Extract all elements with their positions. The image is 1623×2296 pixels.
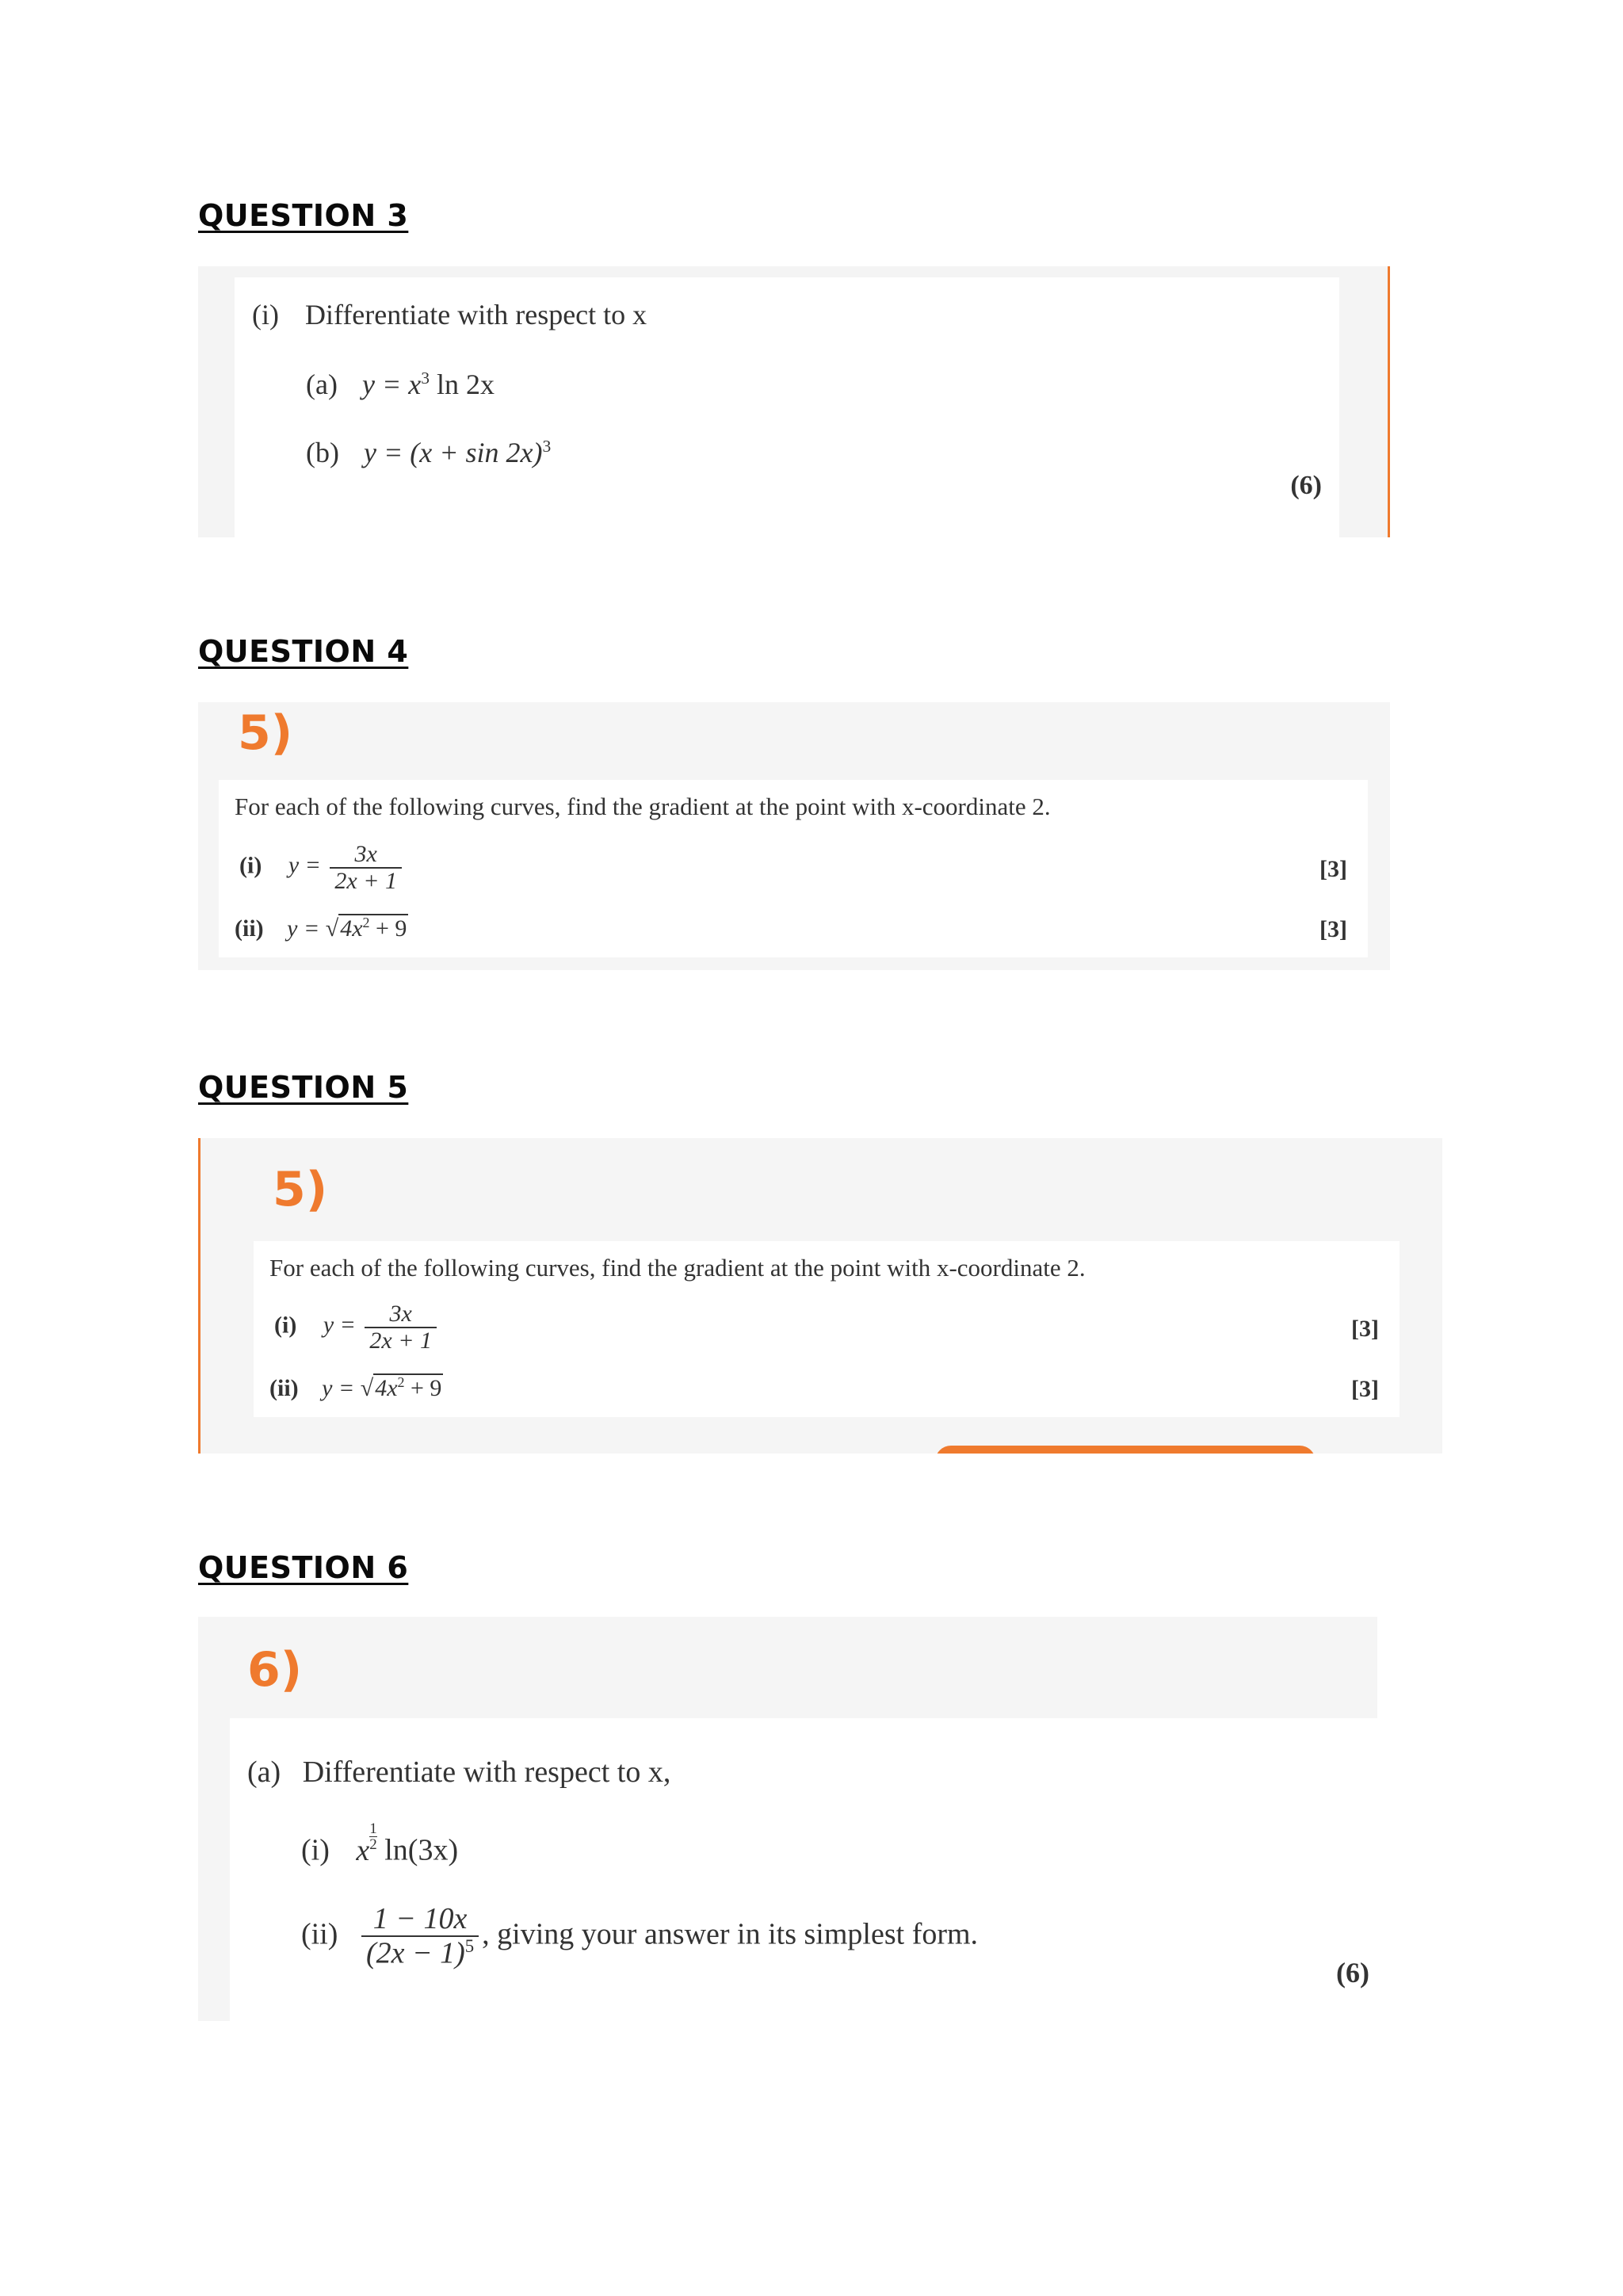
item-a: (a) $y = x^3$ ln 2x xyxy=(306,369,495,400)
item-ii: (ii) $\frac{1 - 10x}{(2x - 1)^5}$ , giving your answer in its simplest form. xyxy=(301,1902,979,1970)
question-3-heading: QUESTION 3 xyxy=(198,198,409,233)
marks-ii: [3] xyxy=(1351,1376,1379,1402)
question-6-image xyxy=(230,1718,1377,2021)
question-5-image xyxy=(254,1241,1400,1417)
question-number-tag: 5) xyxy=(238,705,293,761)
marks: (6) xyxy=(1336,1957,1369,1988)
part-label: (a) xyxy=(247,1755,281,1789)
item-i: (i) x $\frac{1}{2}$ ln(3x) xyxy=(301,1820,459,1867)
marks-i: [3] xyxy=(1319,856,1347,882)
question-4-heading: QUESTION 4 xyxy=(198,634,409,669)
marks-i: [3] xyxy=(1351,1316,1379,1342)
item-b: (b) $y = (x + \sin 2x)^3$ xyxy=(306,437,552,468)
marks: (6) xyxy=(1290,471,1322,500)
question-3-card xyxy=(198,266,1390,537)
marks-ii: [3] xyxy=(1319,916,1347,942)
item-ii: (ii) $y = √4x^2 + 9$ xyxy=(235,915,407,942)
question-4-card xyxy=(198,702,1390,970)
question-number-tag: 6) xyxy=(247,1642,303,1698)
instruction: Differentiate with respect to x, xyxy=(302,1755,671,1789)
instruction: For each of the following curves, find the gradient at the point with x-coordinate 2. xyxy=(235,793,1051,820)
instruction: Differentiate with respect to x xyxy=(304,299,647,330)
question-3-image xyxy=(235,277,1339,537)
item-i: (i) y = $\frac{3x}{2x + 1}$ xyxy=(239,842,405,893)
question-6-heading: QUESTION 6 xyxy=(198,1550,409,1585)
question-5-heading: QUESTION 5 xyxy=(198,1070,409,1105)
part-label: (i) xyxy=(252,299,279,330)
accent-border xyxy=(1388,266,1390,537)
item-ii: (ii) $y = √4x^2 + 9$ xyxy=(269,1374,442,1401)
instruction-line xyxy=(247,1755,670,1790)
question-4-image xyxy=(219,780,1368,957)
question-5-card xyxy=(198,1138,1442,1454)
item-i: (i) y = $\frac{3x}{2x + 1}$ xyxy=(274,1301,440,1353)
question-6-card xyxy=(198,1617,1377,2021)
orange-button-edge xyxy=(935,1446,1316,1454)
instruction: For each of the following curves, find the gradient at the point with x-coordinate 2. xyxy=(269,1254,1086,1282)
accent-border xyxy=(198,1138,200,1454)
question-number-tag: 5) xyxy=(273,1162,328,1217)
